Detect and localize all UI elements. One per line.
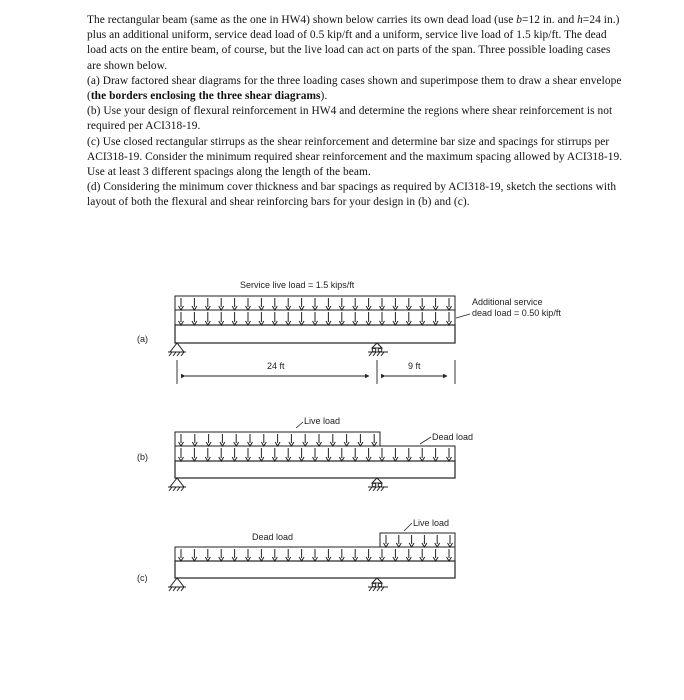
part-b: (b) Use your design of flexural reinforcement in HW4 and determine the regions where shear reinforcement is not required per ACI318-19. <box>87 105 613 133</box>
case-c-pin-support <box>168 578 186 591</box>
dead-load-arrow <box>246 312 251 325</box>
dead-load-arrow <box>192 549 197 561</box>
live-load-arrow <box>303 434 308 446</box>
case-c-live-label: Live load <box>413 518 450 528</box>
case-b-live-leader <box>296 422 303 428</box>
dead-load-arrow <box>339 448 344 461</box>
dead-load-arrow <box>447 448 452 461</box>
dead-load-arrow <box>259 549 264 561</box>
case-b-dead-leader <box>420 437 431 444</box>
intro-text-2: and <box>554 14 578 26</box>
case-a-dead-label-line1: Additional service <box>472 297 543 307</box>
dead-load-arrow <box>205 312 210 325</box>
live-load-arrow <box>326 298 331 310</box>
case-b-dead-load-block <box>175 446 455 461</box>
dead-load-arrow <box>179 549 184 561</box>
case-c-dead-label: Dead load <box>252 532 294 542</box>
case-c-diagram <box>137 518 455 591</box>
live-load-arrow <box>192 434 197 446</box>
dead-load-arrow <box>406 448 411 461</box>
live-load-arrow <box>248 434 253 446</box>
dead-load-arrow <box>272 312 277 325</box>
case-b-pin-support <box>168 478 186 491</box>
live-load-arrow <box>380 298 385 310</box>
dead-load-arrow <box>219 312 224 325</box>
case-c-roller-support <box>368 578 388 591</box>
dead-load-arrow <box>299 549 304 561</box>
width-value: =12 in. <box>521 14 555 26</box>
dead-load-arrow <box>286 549 291 561</box>
dead-load-arrow <box>179 312 184 325</box>
dead-load-arrow <box>232 549 237 561</box>
dead-load-arrow <box>420 312 425 325</box>
live-load-arrow <box>259 298 264 310</box>
dead-load-arrow <box>286 312 291 325</box>
part-a-text: (a) Draw factored shear diagrams for the three loading cases shown and superimpose them to draw a shear envelope ( <box>87 74 622 103</box>
dead-load-arrow <box>326 549 331 561</box>
case-a-span-main: 24 ft <box>267 361 285 371</box>
dead-load-arrow <box>299 448 304 461</box>
case-c-live-load-block <box>380 533 455 547</box>
live-load-arrow <box>275 434 280 446</box>
dead-load-arrow <box>406 549 411 561</box>
dead-load-arrow <box>420 549 425 561</box>
width-variable: b <box>516 14 522 26</box>
dead-load-arrow <box>259 312 264 325</box>
case-a-dead-label-line2: dead load = 0.50 kip/ft <box>472 308 561 318</box>
case-c-dead-load-block <box>175 547 455 561</box>
dead-load-arrow <box>232 312 237 325</box>
height-variable: h <box>577 14 583 26</box>
case-c-live-leader <box>404 523 412 531</box>
live-load-arrow <box>447 298 452 310</box>
case-b-roller-support <box>368 478 388 491</box>
dead-load-arrow <box>219 549 224 561</box>
live-load-arrow <box>220 434 225 446</box>
case-b-live-label: Live load <box>304 416 341 426</box>
live-load-arrow <box>205 298 210 310</box>
dead-load-arrow <box>326 448 331 461</box>
dead-load-arrow <box>393 312 398 325</box>
live-load-arrow <box>393 298 398 310</box>
live-load-arrow <box>344 434 349 446</box>
case-a-pin-support <box>168 343 186 356</box>
dead-load-arrow <box>366 448 371 461</box>
case-b-live-load-block <box>175 432 380 446</box>
case-c-beam <box>175 561 455 578</box>
dead-load-arrow <box>205 549 210 561</box>
case-b-dead-label: Dead load <box>432 432 474 442</box>
live-load-arrow <box>289 434 294 446</box>
live-load-arrow <box>339 298 344 310</box>
dead-load-arrow <box>246 549 251 561</box>
dead-load-arrow <box>366 549 371 561</box>
case-a-dead-leader <box>456 314 470 318</box>
dead-load-arrow <box>286 448 291 461</box>
dead-load-arrow <box>313 549 318 561</box>
live-load-arrow <box>366 298 371 310</box>
height-value: =24 in. <box>582 14 616 26</box>
dead-load-arrow <box>380 549 385 561</box>
dead-load-arrow <box>366 312 371 325</box>
intro-text-3: ) plus an additional uniform, service dead load of 0.5 kip/ft and a uniform, service live load of 1.5 kip/ft. The dead load acts on the entire beam, of course, but the live load can act on parts of the span. Three possible loading cases are shown below. <box>87 14 620 72</box>
live-load-arrow <box>330 434 335 446</box>
live-load-arrow <box>448 535 453 547</box>
live-load-arrow <box>246 298 251 310</box>
case-a-roller-support <box>368 343 388 356</box>
dead-load-arrow <box>219 448 224 461</box>
live-load-arrow <box>179 434 184 446</box>
live-load-arrow <box>433 298 438 310</box>
case-a-span-overhang: 9 ft <box>408 361 421 371</box>
case-a-live-load-block <box>175 296 455 310</box>
dead-load-arrow <box>299 312 304 325</box>
dead-load-arrow <box>339 312 344 325</box>
dead-load-arrow <box>447 312 452 325</box>
dead-load-arrow <box>339 549 344 561</box>
dead-load-arrow <box>259 448 264 461</box>
dead-load-arrow <box>353 448 358 461</box>
part-a-bold: the borders enclosing the three shear diagrams <box>90 90 321 103</box>
live-load-arrow <box>286 298 291 310</box>
live-load-arrow <box>409 535 414 547</box>
live-load-arrow <box>353 298 358 310</box>
live-load-arrow <box>358 434 363 446</box>
dead-load-arrow <box>433 312 438 325</box>
dead-load-arrow <box>420 448 425 461</box>
dead-load-arrow <box>353 549 358 561</box>
dead-load-arrow <box>447 549 452 561</box>
live-load-arrow <box>299 298 304 310</box>
live-load-arrow <box>192 298 197 310</box>
live-load-arrow <box>232 298 237 310</box>
dead-load-arrow <box>313 448 318 461</box>
live-load-arrow <box>317 434 322 446</box>
live-load-arrow <box>384 535 389 547</box>
live-load-arrow <box>435 535 440 547</box>
intro-text-1: The rectangular beam (same as the one in HW4) shown below carries its own dead load (use <box>87 14 517 26</box>
live-load-arrow <box>206 434 211 446</box>
dead-load-arrow <box>272 549 277 561</box>
dead-load-arrow <box>192 312 197 325</box>
live-load-arrow <box>406 298 411 310</box>
part-c: (c) Use closed rectangular stirrups as the shear reinforcement and determine bar size and spacings for stirrups per ACI318-19. Consider the minimum required shear reinforcement and the maximum spacing allowed by ACI318-19. Use at least 3 different spacings along the length of the beam. <box>87 135 623 179</box>
live-load-arrow <box>313 298 318 310</box>
dead-load-arrow <box>380 448 385 461</box>
part-d: (d) Considering the minimum cover thickness and bar spacings as required by ACI318-19, sketch the sections with layout of both the flexural and shear reinforcing bars for your design in (b) and (c). <box>87 181 617 209</box>
dead-load-arrow <box>393 549 398 561</box>
dead-load-arrow <box>406 312 411 325</box>
live-load-arrow <box>272 298 277 310</box>
case-b-diagram <box>137 416 473 491</box>
live-load-arrow <box>396 535 401 547</box>
live-load-arrow <box>420 298 425 310</box>
part-a-end: ). <box>320 90 328 103</box>
dead-load-arrow <box>433 448 438 461</box>
dead-load-arrow <box>232 448 237 461</box>
dead-load-arrow <box>192 448 197 461</box>
case-c-label: (c) <box>137 573 148 583</box>
dead-load-arrow <box>272 448 277 461</box>
live-load-arrow <box>219 298 224 310</box>
live-load-arrow <box>179 298 184 310</box>
case-a-beam <box>175 325 455 343</box>
case-b-beam <box>175 461 455 478</box>
dead-load-arrow <box>205 448 210 461</box>
dead-load-arrow <box>393 448 398 461</box>
dead-load-arrow <box>179 448 184 461</box>
case-b-label: (b) <box>137 452 148 462</box>
live-load-arrow <box>422 535 427 547</box>
dead-load-arrow <box>246 448 251 461</box>
dead-load-arrow <box>353 312 358 325</box>
dead-load-arrow <box>380 312 385 325</box>
case-a-dead-load-block <box>175 310 455 325</box>
live-load-arrow <box>372 434 377 446</box>
dead-load-arrow <box>326 312 331 325</box>
live-load-arrow <box>234 434 239 446</box>
dead-load-arrow <box>313 312 318 325</box>
live-load-arrow <box>261 434 266 446</box>
case-a-live-label: Service live load = 1.5 kips/ft <box>240 280 355 290</box>
case-a-diagram <box>137 280 561 384</box>
case-a-label: (a) <box>137 334 148 344</box>
dead-load-arrow <box>433 549 438 561</box>
